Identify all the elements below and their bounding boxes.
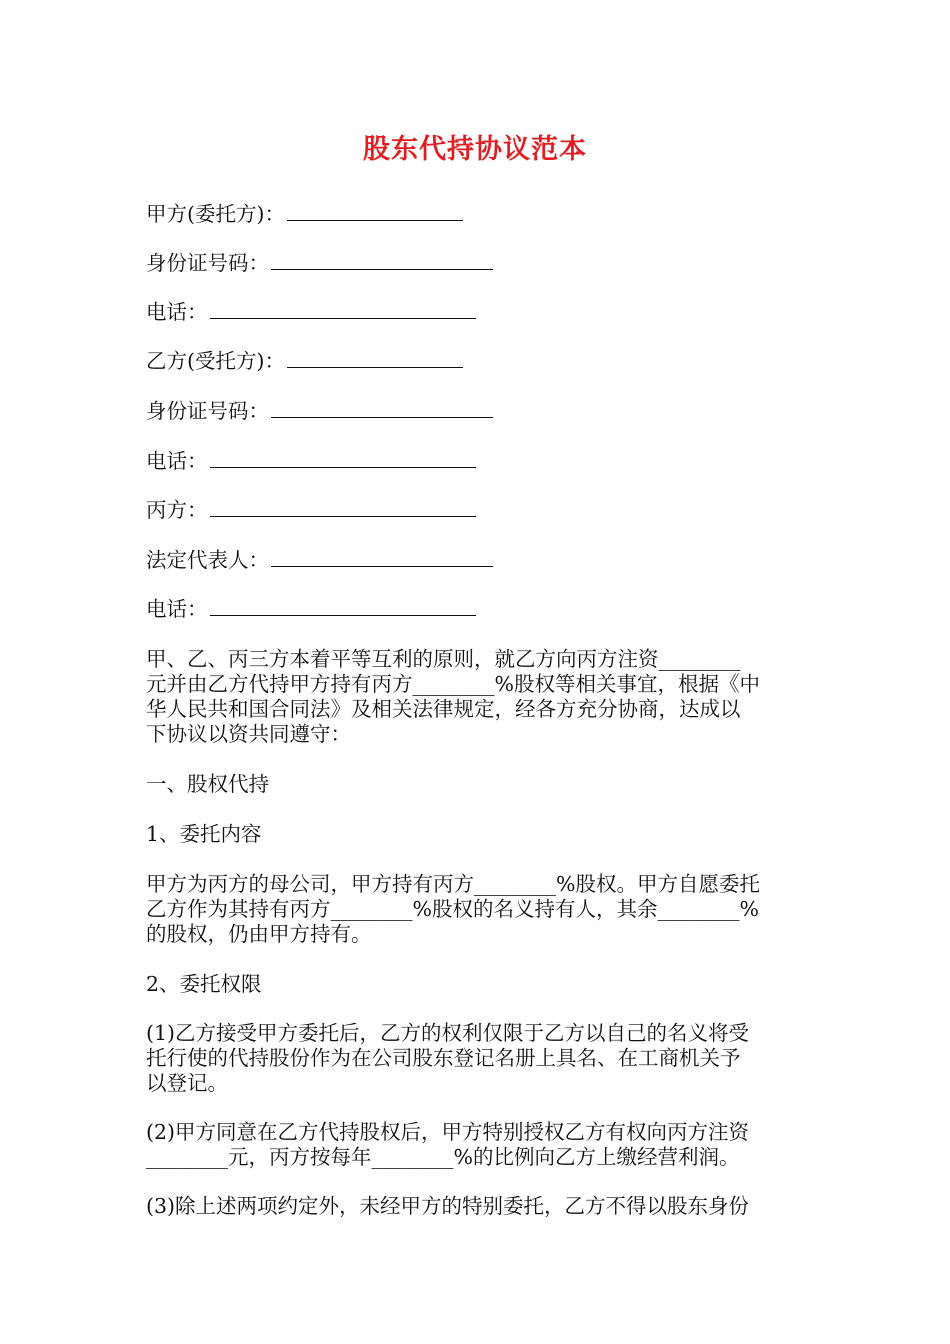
party-c-phone-label: 电话： (146, 597, 208, 621)
clause1-paragraph (146, 1021, 810, 1096)
item-heading: 1、委托内容 (146, 822, 262, 846)
legal-rep-field (146, 547, 810, 573)
party-a-phone-blank (210, 300, 476, 319)
legal-rep-blank (271, 548, 493, 567)
intro-line: 甲、乙、丙三方本着平等互利的原则，就乙方向丙方注资________ (146, 647, 741, 671)
party-b-field (146, 348, 810, 374)
party-b-phone-blank (210, 449, 476, 468)
document-title: 股东代持协议范本 (363, 134, 587, 165)
party-c-phone-blank (210, 597, 476, 616)
party-a-phone-label: 电话： (146, 300, 208, 324)
party-a-id-label: 身份证号码： (146, 251, 269, 275)
party-a-label: 甲方(委托方)： (146, 202, 285, 226)
party-b-phone-field (146, 448, 810, 474)
party-b-id-label: 身份证号码： (146, 399, 269, 423)
party-b-label: 乙方(受托方)： (146, 349, 285, 373)
section-heading: 一、股权代持 (146, 772, 269, 796)
clause2-line: (2)甲方同意在乙方代持股权后，甲方特别授权乙方有权向丙方注资 (146, 1120, 750, 1144)
clause1-line: (1)乙方接受甲方委托后，乙方的权利仅限于乙方以自己的名义将受 (146, 1021, 750, 1045)
party-b-blank (287, 349, 463, 368)
party-a-blank (287, 202, 463, 221)
item1-paragraph (146, 872, 810, 947)
party-b-phone-label: 电话： (146, 449, 208, 473)
item1-line: 甲方为丙方的母公司，甲方持有丙方________%股权。甲方自愿委托 (146, 872, 760, 896)
item-heading: 2、委托权限 (146, 972, 262, 996)
intro-line: 元并由乙方代持甲方持有丙方________%股权等相关事宜，根据《中 (146, 672, 760, 696)
clause3-line: (3)除上述两项约定外，未经甲方的特别委托，乙方不得以股东身份 (146, 1194, 750, 1218)
party-a-phone-field (146, 299, 810, 325)
intro-paragraph (146, 647, 810, 747)
legal-rep-label: 法定代表人： (146, 548, 269, 572)
clause2-paragraph (146, 1120, 810, 1170)
party-b-id-blank (271, 399, 493, 418)
party-c-blank (210, 498, 476, 517)
party-a-id-blank (271, 251, 493, 270)
intro-line: 下协议以资共同遵守： (146, 722, 351, 746)
item1-line: 乙方作为其持有丙方________%股权的名义持有人，其余________% (146, 897, 759, 921)
clause1-line: 以登记。 (146, 1071, 228, 1095)
intro-line: 华人民共和国合同法》及相关法律规定，经各方充分协商，达成以 (146, 697, 741, 721)
party-b-id-field (146, 398, 810, 424)
party-a-field (146, 201, 810, 227)
party-c-label: 丙方： (146, 498, 208, 522)
party-c-phone-field (146, 596, 810, 622)
party-a-id-field (146, 250, 810, 276)
clause3-paragraph (146, 1194, 810, 1219)
clause2-line: ________元，丙方按每年________%的比例向乙方上缴经营利润。 (146, 1145, 740, 1169)
party-c-field (146, 497, 810, 523)
clause1-line: 托行使的代持股份作为在公司股东登记名册上具名、在工商机关予 (146, 1046, 741, 1070)
item1-line: 的股权，仍由甲方持有。 (146, 922, 372, 946)
